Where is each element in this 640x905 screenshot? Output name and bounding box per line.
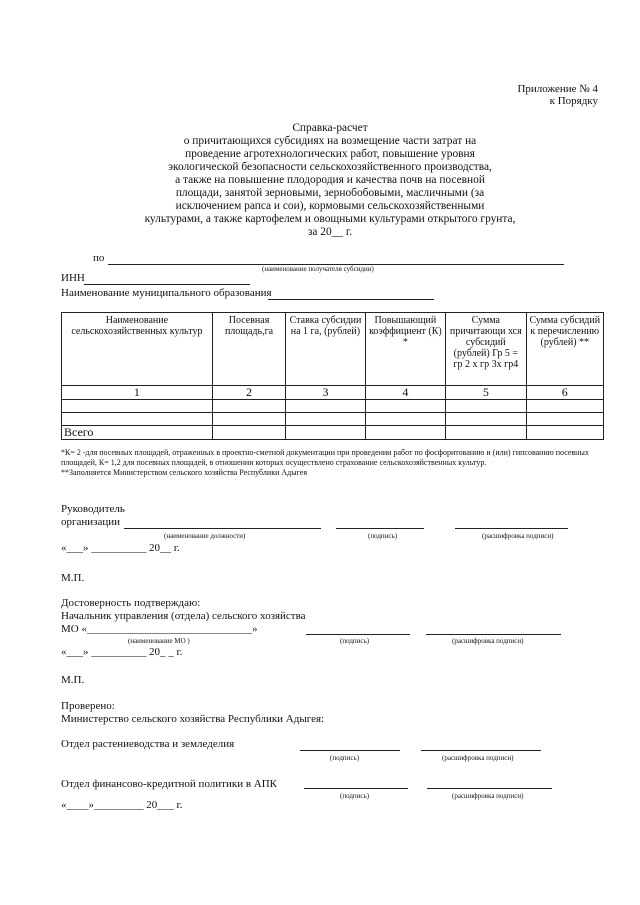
confirm-name-field[interactable]	[426, 634, 561, 635]
confirm-date: «___» __________ 20_ _ г.	[61, 646, 183, 658]
recipient-prefix: по	[93, 252, 105, 264]
table-cell[interactable]	[446, 413, 526, 426]
table-cell[interactable]	[446, 426, 526, 440]
mo-field[interactable]: МО «______________________________»	[61, 623, 258, 635]
head-position-field[interactable]	[124, 528, 321, 529]
confirm-signature-field[interactable]	[306, 634, 410, 635]
checked-date: «____»_________ 20___ г.	[61, 799, 183, 811]
column-number: 3	[286, 386, 365, 400]
column-number: 4	[365, 386, 445, 400]
confirm-label-line-1: Достоверность подтверждаю:	[61, 597, 201, 609]
caption-decode: (расшифровка подписи)	[452, 792, 524, 800]
caption-decode: (расшифровка подписи)	[482, 532, 554, 540]
title-line: исключением рапса и сои), кормовыми сельскохозяйственными	[175, 200, 485, 212]
dept-plant-signature-field[interactable]	[300, 750, 400, 751]
column-number: 2	[212, 386, 285, 400]
header-transfer-sum: Сумма субсидий к перечислению (рублей) **	[526, 313, 603, 386]
caption-signature: (подпись)	[340, 792, 370, 800]
dept-finance-label: Отдел финансово-кредитной политики в АПК	[61, 778, 278, 790]
checked-label-line-2: Министерство сельского хозяйства Республики Адыгея:	[61, 713, 325, 725]
title-line: культурами, а также картофелем и овощными культурами открытого грунта,	[144, 213, 516, 225]
head-label-line-2: организации	[61, 516, 121, 528]
header-rate: Ставка субсидии на 1 га, (рублей)	[286, 313, 365, 386]
title-line: проведение агротехнологических работ, повышение уровня	[185, 148, 475, 160]
head-label-line-1: Руководитель	[61, 503, 125, 515]
caption-signature: (подпись)	[368, 532, 398, 540]
footnotes	[61, 448, 606, 478]
checked-label	[61, 700, 324, 726]
stamp-mark: М.П.	[61, 674, 85, 686]
footnote-coefficient: *К= 2 -для посевных площадей, отраженных в проектно-сметной документации при проведении работ по фосфоритованию и (или) гипсованию посевных площадей, К= 1,2 для посевных площадей, в отношении которых осуществлено страхование сельскохозяйственных культур.	[61, 448, 589, 467]
confirm-label-line-2: Начальник управления (отдела) сельского хозяйства	[61, 610, 306, 622]
appendix-line-1: Приложение № 4	[517, 83, 598, 95]
header-coefficient: Повышающий коэффициент (К) *	[365, 313, 445, 386]
table-cell[interactable]	[446, 400, 526, 413]
table-cell[interactable]	[365, 413, 445, 426]
table-row	[62, 400, 604, 413]
table-cell[interactable]	[212, 426, 285, 440]
title-line: о причитающихся субсидиях на возмещение части затрат на	[183, 135, 477, 147]
head-name-field[interactable]	[455, 528, 568, 529]
subsidy-table	[61, 312, 604, 440]
title-line: экологической безопасности сельскохозяйственного производства,	[168, 161, 492, 173]
table-row	[62, 413, 604, 426]
table-cell[interactable]	[286, 426, 365, 440]
table-cell[interactable]	[286, 413, 365, 426]
checked-label-line-1: Проверено:	[61, 700, 115, 712]
table-cell[interactable]	[212, 400, 285, 413]
column-number: 6	[526, 386, 603, 400]
stamp-mark: М.П.	[61, 572, 85, 584]
municipality-field[interactable]	[268, 299, 434, 300]
head-date: «___» __________ 20__ г.	[61, 542, 180, 554]
appendix-line-2: к Порядку	[549, 95, 598, 107]
dept-plant-label: Отдел растениеводства и земледелия	[61, 738, 235, 750]
table-number-row	[62, 386, 604, 400]
table-cell[interactable]	[365, 400, 445, 413]
dept-finance-name-field[interactable]	[427, 788, 552, 789]
table-cell[interactable]	[212, 413, 285, 426]
head-signature-field[interactable]	[336, 528, 424, 529]
total-label: Всего	[62, 426, 213, 440]
head-label	[61, 503, 125, 529]
header-area: Посевная площадь,га	[212, 313, 285, 386]
caption-signature: (подпись)	[340, 637, 370, 645]
title-heading: Справка-расчет	[292, 122, 368, 134]
appendix-label	[517, 83, 598, 107]
table-header-row	[62, 313, 604, 386]
column-number: 1	[62, 386, 213, 400]
inn-label: ИНН	[61, 272, 85, 284]
table-cell[interactable]	[526, 413, 603, 426]
caption-position: (наименование должности)	[164, 532, 246, 540]
dept-finance-signature-field[interactable]	[304, 788, 408, 789]
caption-mo: (наименование МО )	[128, 637, 190, 645]
table-cell[interactable]	[286, 400, 365, 413]
table-cell[interactable]	[62, 400, 213, 413]
header-crops: Наименование сельскохозяйственных культур	[62, 313, 213, 386]
document-title	[120, 122, 540, 239]
table-cell[interactable]	[62, 413, 213, 426]
column-number: 5	[446, 386, 526, 400]
dept-plant-name-field[interactable]	[421, 750, 541, 751]
inn-field[interactable]	[84, 284, 250, 285]
caption-signature: (подпись)	[330, 754, 360, 762]
caption-decode: (расшифровка подписи)	[452, 637, 524, 645]
title-line: площади, занятой зерновыми, зернобобовыми, масличными (за	[175, 187, 485, 199]
title-line: а также на повышение плодородия и качества почв на посевной	[175, 174, 485, 186]
confirm-label	[61, 597, 306, 636]
caption-decode: (расшифровка подписи)	[442, 754, 514, 762]
header-due-sum: Сумма причитающи хся субсидий (рублей) Гр 5 = гр 2 х гр 3х гр4	[446, 313, 526, 386]
municipality-label: Наименование муниципального образования	[61, 287, 272, 299]
footnote-ministry: **Заполняется Министерством сельского хозяйства Республики Адыгея	[61, 468, 307, 477]
title-line: за 20__ г.	[307, 226, 353, 238]
table-cell[interactable]	[526, 426, 603, 440]
table-cell[interactable]	[365, 426, 445, 440]
recipient-caption: (наименование получателя субсидии)	[262, 265, 374, 273]
table-total-row	[62, 426, 604, 440]
table-cell[interactable]	[526, 400, 603, 413]
